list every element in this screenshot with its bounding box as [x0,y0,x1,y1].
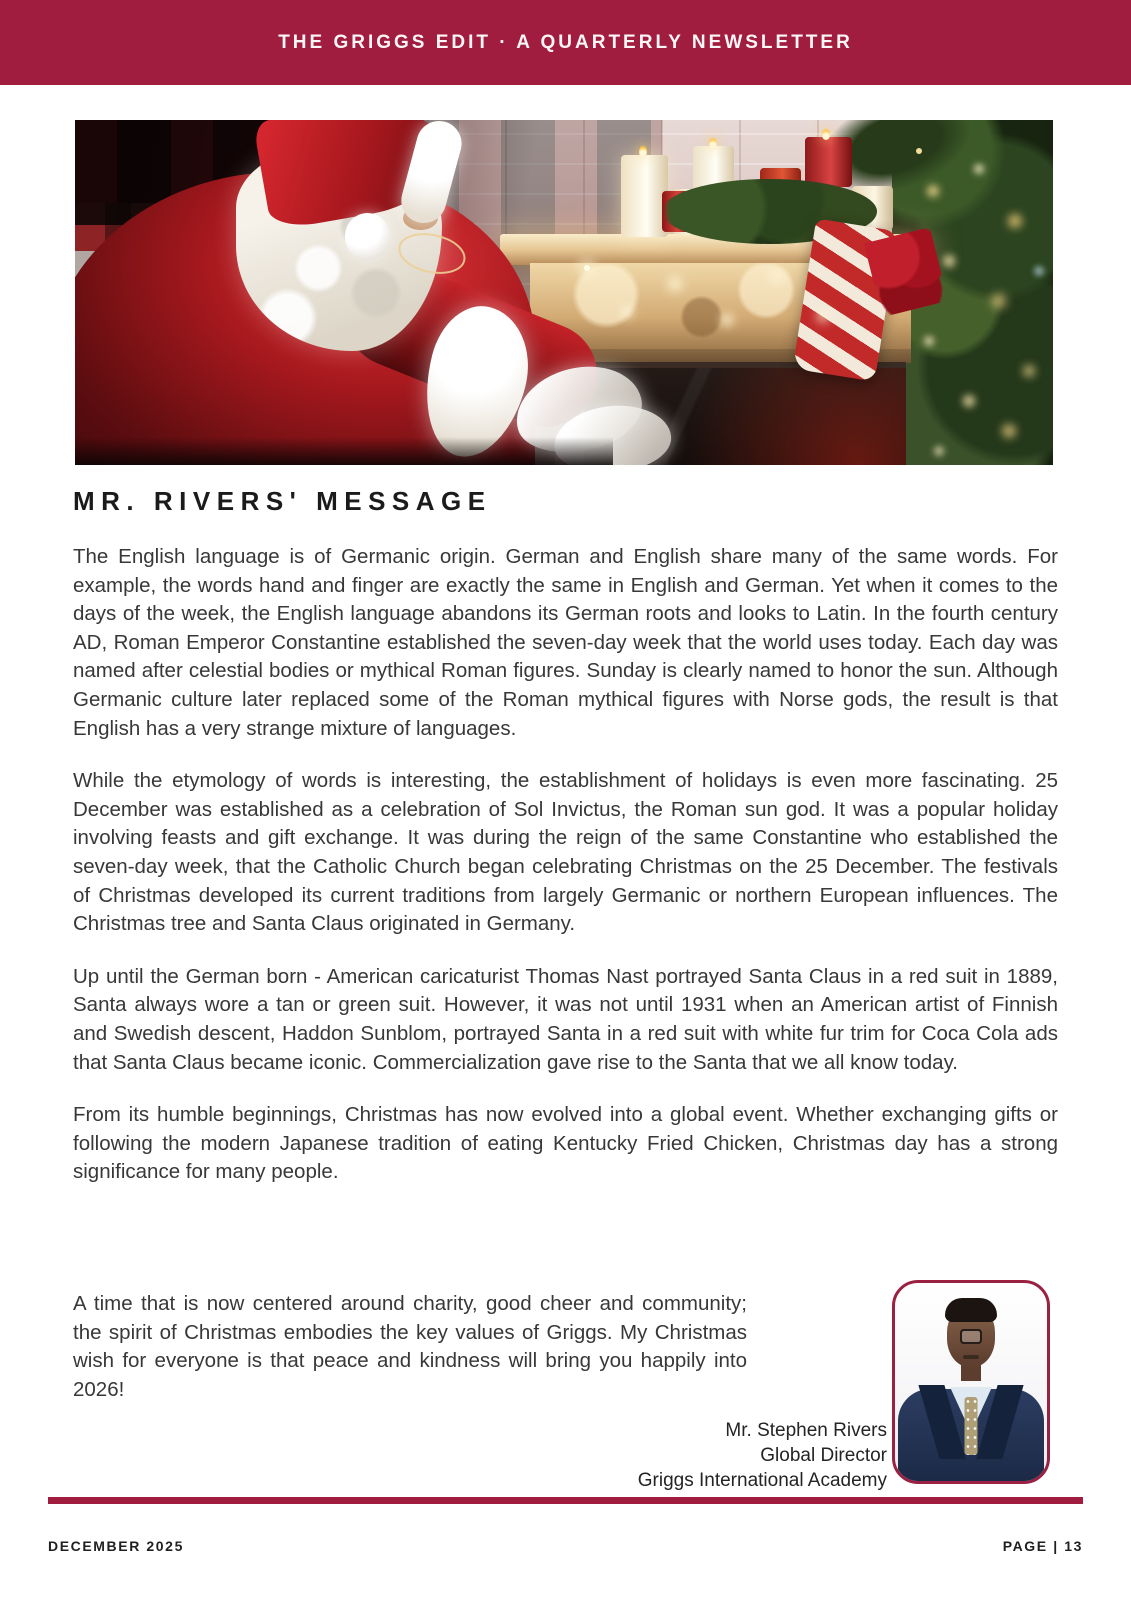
article-heading: MR. RIVERS' MESSAGE [73,486,492,516]
article-paragraph: The English language is of Germanic origin. German and English share many of the same words. For example, the words hand and finger are exactly the same in English and German. Yet when it comes to the days of the week, the English language abandons its German roots and looks to Latin. In the fourth century AD, Roman Emperor Constantine established the seven-day week that the world uses today. Each day was named after celestial bodies or mythical Roman figures. Sunday is clearly named to honor the sun. Although Germanic culture later replaced some of the Roman mythical figures with Norse gods, the result is that English has a very strange mixture of languages. [73,545,1058,740]
signature-organization: Griggs International Academy [637,1470,887,1492]
page-footer [48,1538,1083,1554]
footer-page-number: PAGE | 13 [1002,1538,1083,1554]
mustache [963,1355,979,1359]
signature-block [73,1418,887,1493]
article-paragraph: From its humble beginnings, Christmas has now evolved into a global event. Whether exchanging gifts or following the modern Japanese tradition of eating Kentucky Fried Chicken, Christmas day has a strong significance for many people. [73,1103,1058,1184]
portrait-photo-stephen-rivers [892,1280,1050,1484]
newsletter-title: THE GRIGGS EDIT · A QUARTERLY NEWSLETTER [278,31,853,53]
eyeglasses [948,1329,994,1341]
masthead-banner [0,0,1131,85]
floor-shadow [75,437,613,465]
article-paragraph: Up until the German born - American caricaturist Thomas Nast portrayed Santa Claus in a red suit in 1889, Santa always wore a tan or green suit. However, it was not until 1931 when an American artist of Finnish and Swedish descent, Haddon Sunblom, portrayed Santa in a red suit with white fur trim for Coca Cola ads that Santa Claus became iconic. Commercialization gave rise to the Santa that we all know today. [73,964,1058,1074]
string-lights [584,265,590,271]
signature-name: Mr. Stephen Rivers [725,1420,887,1442]
signature-role: Global Director [760,1445,887,1467]
closing-paragraph: A time that is now centered around charity, good cheer and community; the spirit of Christmas embodies the key values of Griggs. My Christmas wish for everyone is that peace and kindness will bring you happily into 2026! [73,1292,747,1401]
candle-flame [709,137,717,149]
article-paragraph: While the etymology of words is interesting, the establishment of holidays is even more fascinating. 25 December was established as a celebration of Sol Invictus, the Roman sun god. It was a popular holiday involving feasts and gift exchange. It was during the reign of the same Constantine who established the seven-day week, that the Catholic Church began celebrating Christmas on the 25 December. The festivals of Christmas developed its current traditions from largely Germanic or northern European influences. The Christmas tree and Santa Claus originated in Germany. [73,769,1058,936]
white-candle [621,155,668,238]
tall-red-candle [805,137,852,187]
closing-section [73,1290,1058,1493]
tree-lights-bokeh [916,148,922,154]
footer-divider [48,1497,1083,1504]
message-article [73,486,1058,1211]
patterned-tie [965,1397,978,1455]
hero-photo-santa-fireplace [75,120,1053,465]
footer-issue-date: DECEMBER 2025 [48,1538,184,1554]
hair [945,1298,997,1322]
hat-pompom [345,213,390,260]
